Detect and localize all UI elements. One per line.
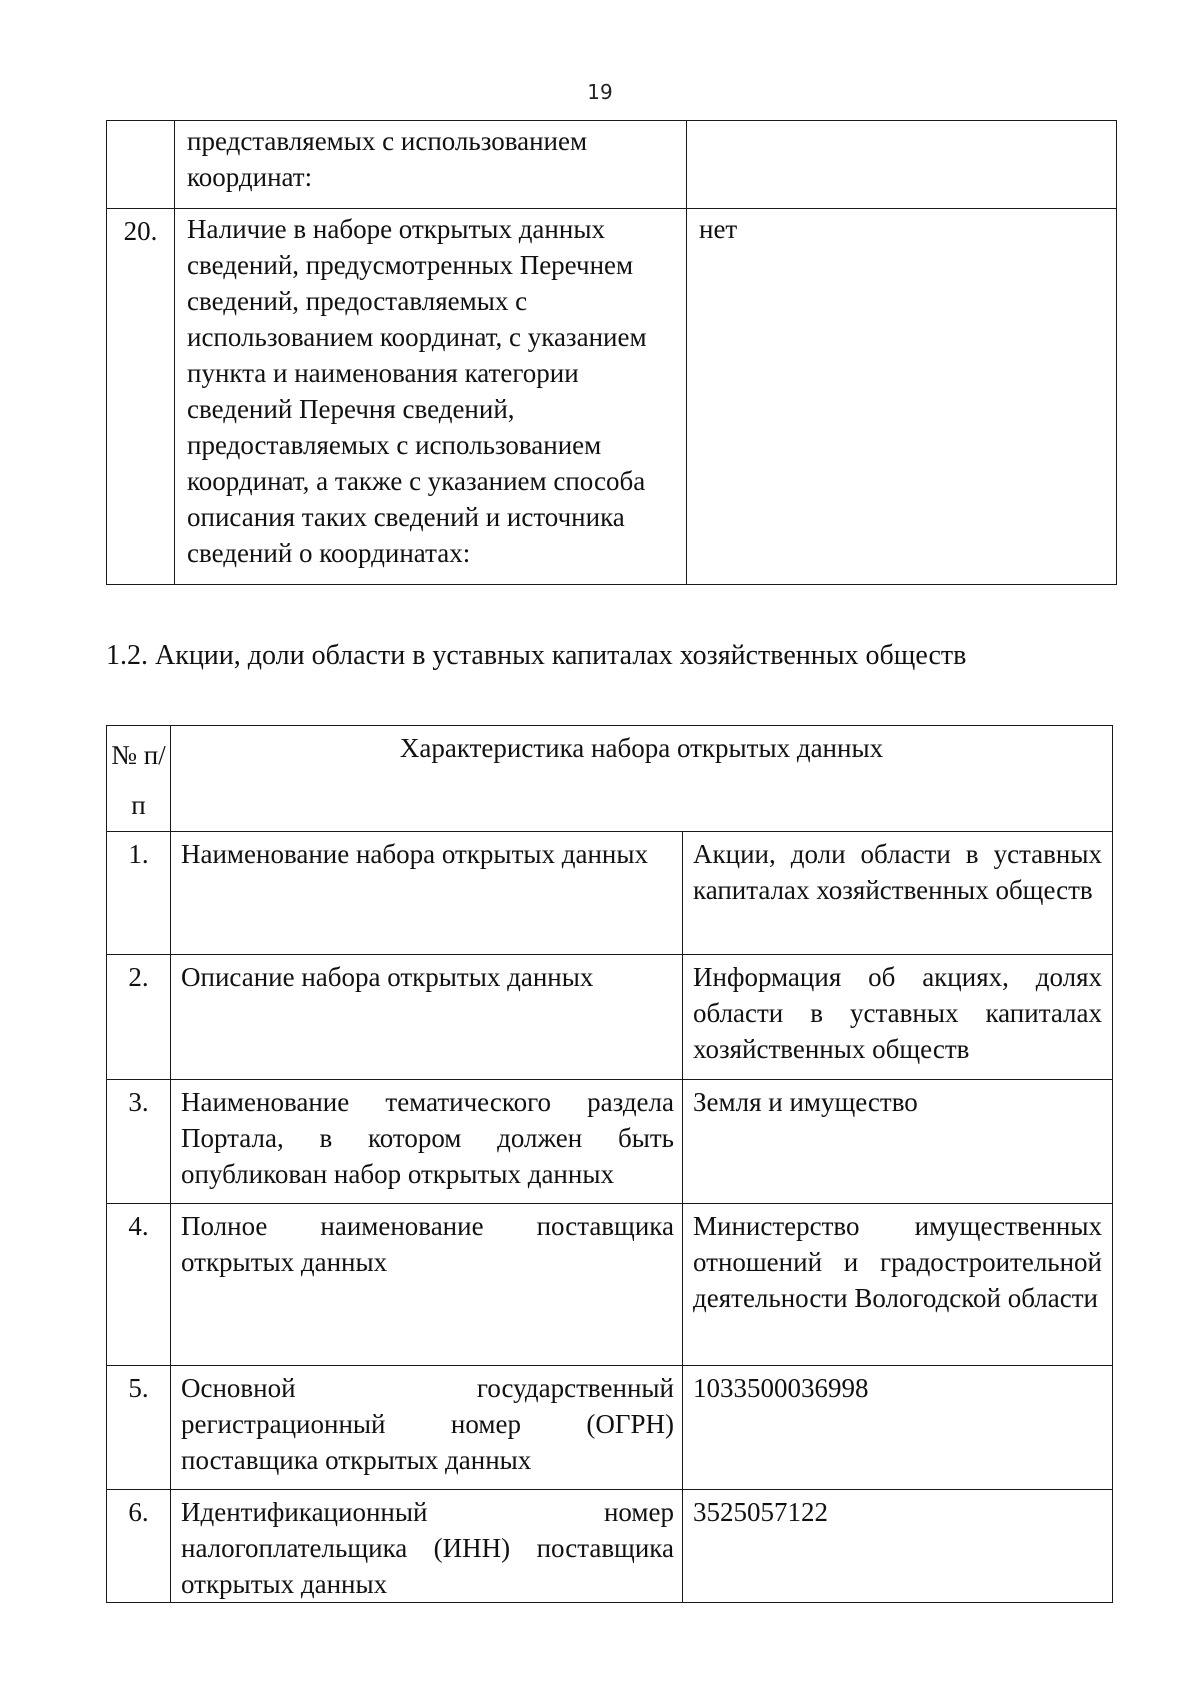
table-header-row [107,726,1113,832]
row-description: Основной государственный регистрационный номер (ОГРН) поставщика открытых данных [171,1366,683,1490]
row-number: 1. [107,832,171,955]
row-number: 20. [107,209,175,585]
page-number: 19 [587,80,613,104]
row-value: 1033500036998 [683,1366,1113,1490]
section-heading: 1.2. Акции, доли области в уставных капиталах хозяйственных обществ [106,640,967,671]
row-description: Наименование тематического раздела Портала, в котором должен быть опубликован набор открытых данных [171,1080,683,1204]
row-value: Министерство имущественных отношений и градостроительной деятельности Вологодской области [683,1204,1113,1366]
table-row [107,1366,1113,1490]
row-value [687,121,1117,209]
column-header-number: № п/п [107,726,171,832]
row-value: 3525057122 [683,1490,1113,1603]
row-description: Наименование набора открытых данных [171,832,683,955]
open-data-characteristics-table [106,725,1113,1603]
table-row [107,832,1113,955]
row-description: Полное наименование поставщика открытых данных [171,1204,683,1366]
table-row [107,1080,1113,1204]
table-row [107,1204,1113,1366]
table-row [107,209,1117,585]
row-description: Идентификационный номер налогоплательщика (ИНН) поставщика открытых данных [171,1490,683,1603]
row-value: нет [687,209,1117,585]
table-row [107,1490,1113,1603]
table-row [107,955,1113,1080]
row-description: представляемых с использованием координат: [175,121,687,209]
row-description: Описание набора открытых данных [171,955,683,1080]
row-number: 6. [107,1490,171,1603]
row-value: Информация об акциях, долях области в уставных капиталах хозяйственных обществ [683,955,1113,1080]
row-number: 2. [107,955,171,1080]
row-value: Акции, доли области в уставных капиталах хозяйственных обществ [683,832,1113,955]
column-header-characteristic: Характеристика набора открытых данных [171,726,1113,832]
row-number: 5. [107,1366,171,1490]
row-value: Земля и имущество [683,1080,1113,1204]
row-number [107,121,175,209]
open-data-table-continuation [106,120,1117,585]
row-description: Наличие в наборе открытых данных сведений, предусмотренных Перечнем сведений, предоставляемых с использованием координат, с указанием пункта и наименования категории сведений Перечня сведений, предоставляемых с использованием координат, а также с указанием способа описания таких сведений и источника сведений о координатах: [175,209,687,585]
row-number: 4. [107,1204,171,1366]
row-number: 3. [107,1080,171,1204]
table-row [107,121,1117,209]
